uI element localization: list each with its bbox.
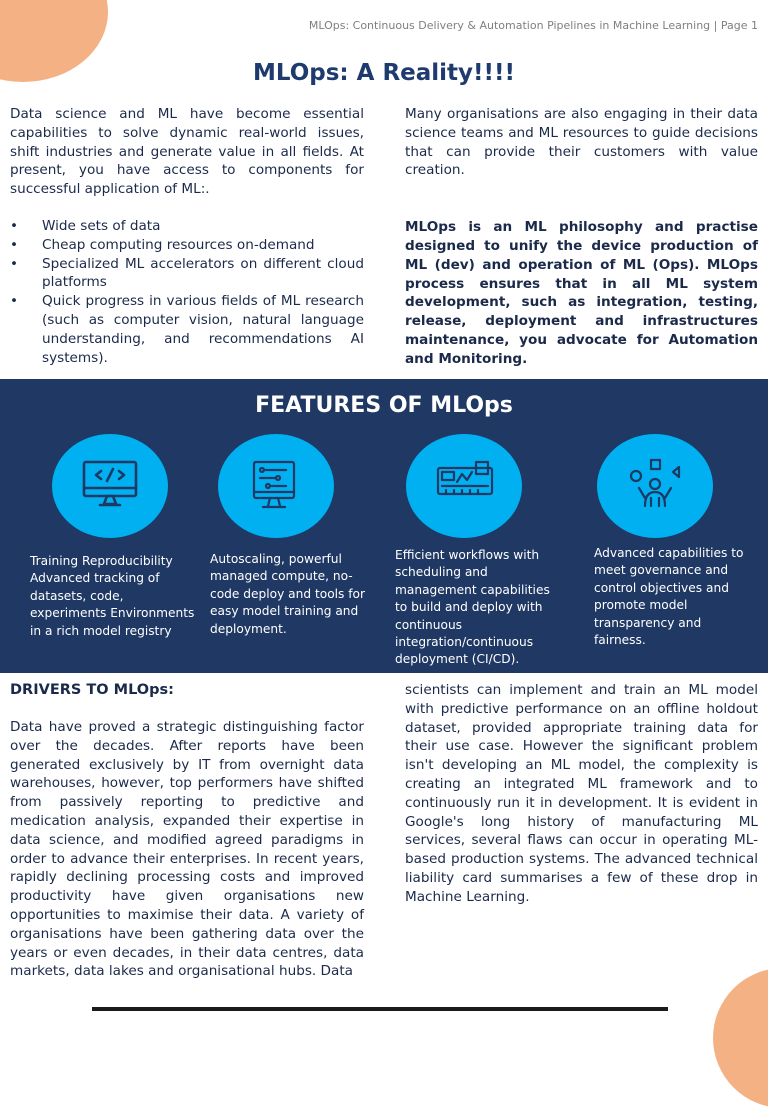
page-title: MLOps: A Reality!!!! (253, 60, 515, 86)
mlops-definition-paragraph: MLOps is an ML philosophy and practise designed to unify the device production of ML (dev) and operation of ML (Ops). MLOps process ensures that in all ML system development, such as integration, testing, release, deployment and infrastructures maintenance, you advocate for Automation and Monitoring. (405, 219, 758, 367)
running-header: MLOps: Continuous Delivery & Automation Pipelines in Machine Learning | Page 1 (308, 19, 758, 32)
feature-circle-2 (218, 434, 334, 538)
intro-right-column (405, 105, 758, 369)
corner-decoration-bottom-right (713, 968, 768, 1108)
features-band (0, 379, 768, 673)
intro-right-paragraph: Many organisations are also engaging in their data science teams and ML resources to guide decisions that can provide their customers with value creation. (405, 106, 758, 179)
list-item: • Cheap computing resources on-demand (10, 236, 364, 255)
list-item: • Quick progress in various fields of ML research (such as computer vision, natural language understanding, and recommendations AI systems). (10, 292, 364, 367)
features-title: FEATURES OF MLOps (255, 393, 513, 418)
analytics-dashboard-icon (436, 458, 494, 502)
feature-text-2: Autoscaling, powerful managed compute, no-code deploy and tools for easy model training and deployment. (210, 552, 366, 636)
intro-left-column (10, 105, 364, 367)
feature-circle-4 (597, 434, 713, 538)
settings-monitor-icon (248, 458, 304, 514)
feature-text-1: Training Reproducibility Advanced tracking of datasets, code, experiments Environments in a rich model registry (30, 554, 195, 638)
drivers-right-column (405, 681, 758, 907)
components-list (10, 217, 364, 367)
drivers-heading: DRIVERS TO MLOps: (10, 682, 174, 698)
code-monitor-icon (82, 458, 138, 510)
drivers-left-column (10, 718, 364, 981)
drivers-paragraph: Data have proved a strategic distinguishing factor over the decades. After reports have been generated exclusively by IT from overnight data warehouses, however, top performers have shifted from passively reporting to predictive and medication analysis, expanded their expertise in data science, and modified agreed paradigms in order to advance their enterprises. In recent years, rapidly declining processing costs and improved productivity have given organisations new opportunities to maximise their data. A variety of organisations have been gathering data over the years or even decades, in their data centres, data markets, data lakes and organisational hubs. Data (10, 719, 364, 980)
list-item: • Wide sets of data (10, 217, 364, 236)
feature-text-3: Efficient workflows with scheduling and management capabilities to build and deploy with continuous integration/continuous deployment (CI/CD). (395, 548, 550, 667)
list-item: • Specialized ML accelerators on different cloud platforms (10, 255, 364, 293)
intro-paragraph: Data science and ML have become essential capabilities to solve dynamic real-world issues, shift industries and generate value in all fields. At present, you have access to components for successful application of ML:. (10, 106, 364, 198)
feature-text-4: Advanced capabilities to meet governance and control objectives and promote model transparency and fairness. (594, 546, 744, 648)
drivers-continued-paragraph: scientists can implement and train an ML model with predictive performance on an offline holdout dataset, provided appropriate training data for their use case. However the significant problem isn't developing an ML model, the complexity is creating an integrated ML framework and to continuously run it in development. It is evident in Google's long history of manufacturing ML services, several flaws can occur in operating ML-based production systems. The advanced technical liability card summarises a few of these drop in Machine Learning. (405, 682, 758, 905)
bottom-divider (92, 1007, 668, 1011)
person-ideas-icon (627, 458, 683, 514)
feature-circle-3 (406, 434, 522, 538)
feature-circle-1 (52, 434, 168, 538)
